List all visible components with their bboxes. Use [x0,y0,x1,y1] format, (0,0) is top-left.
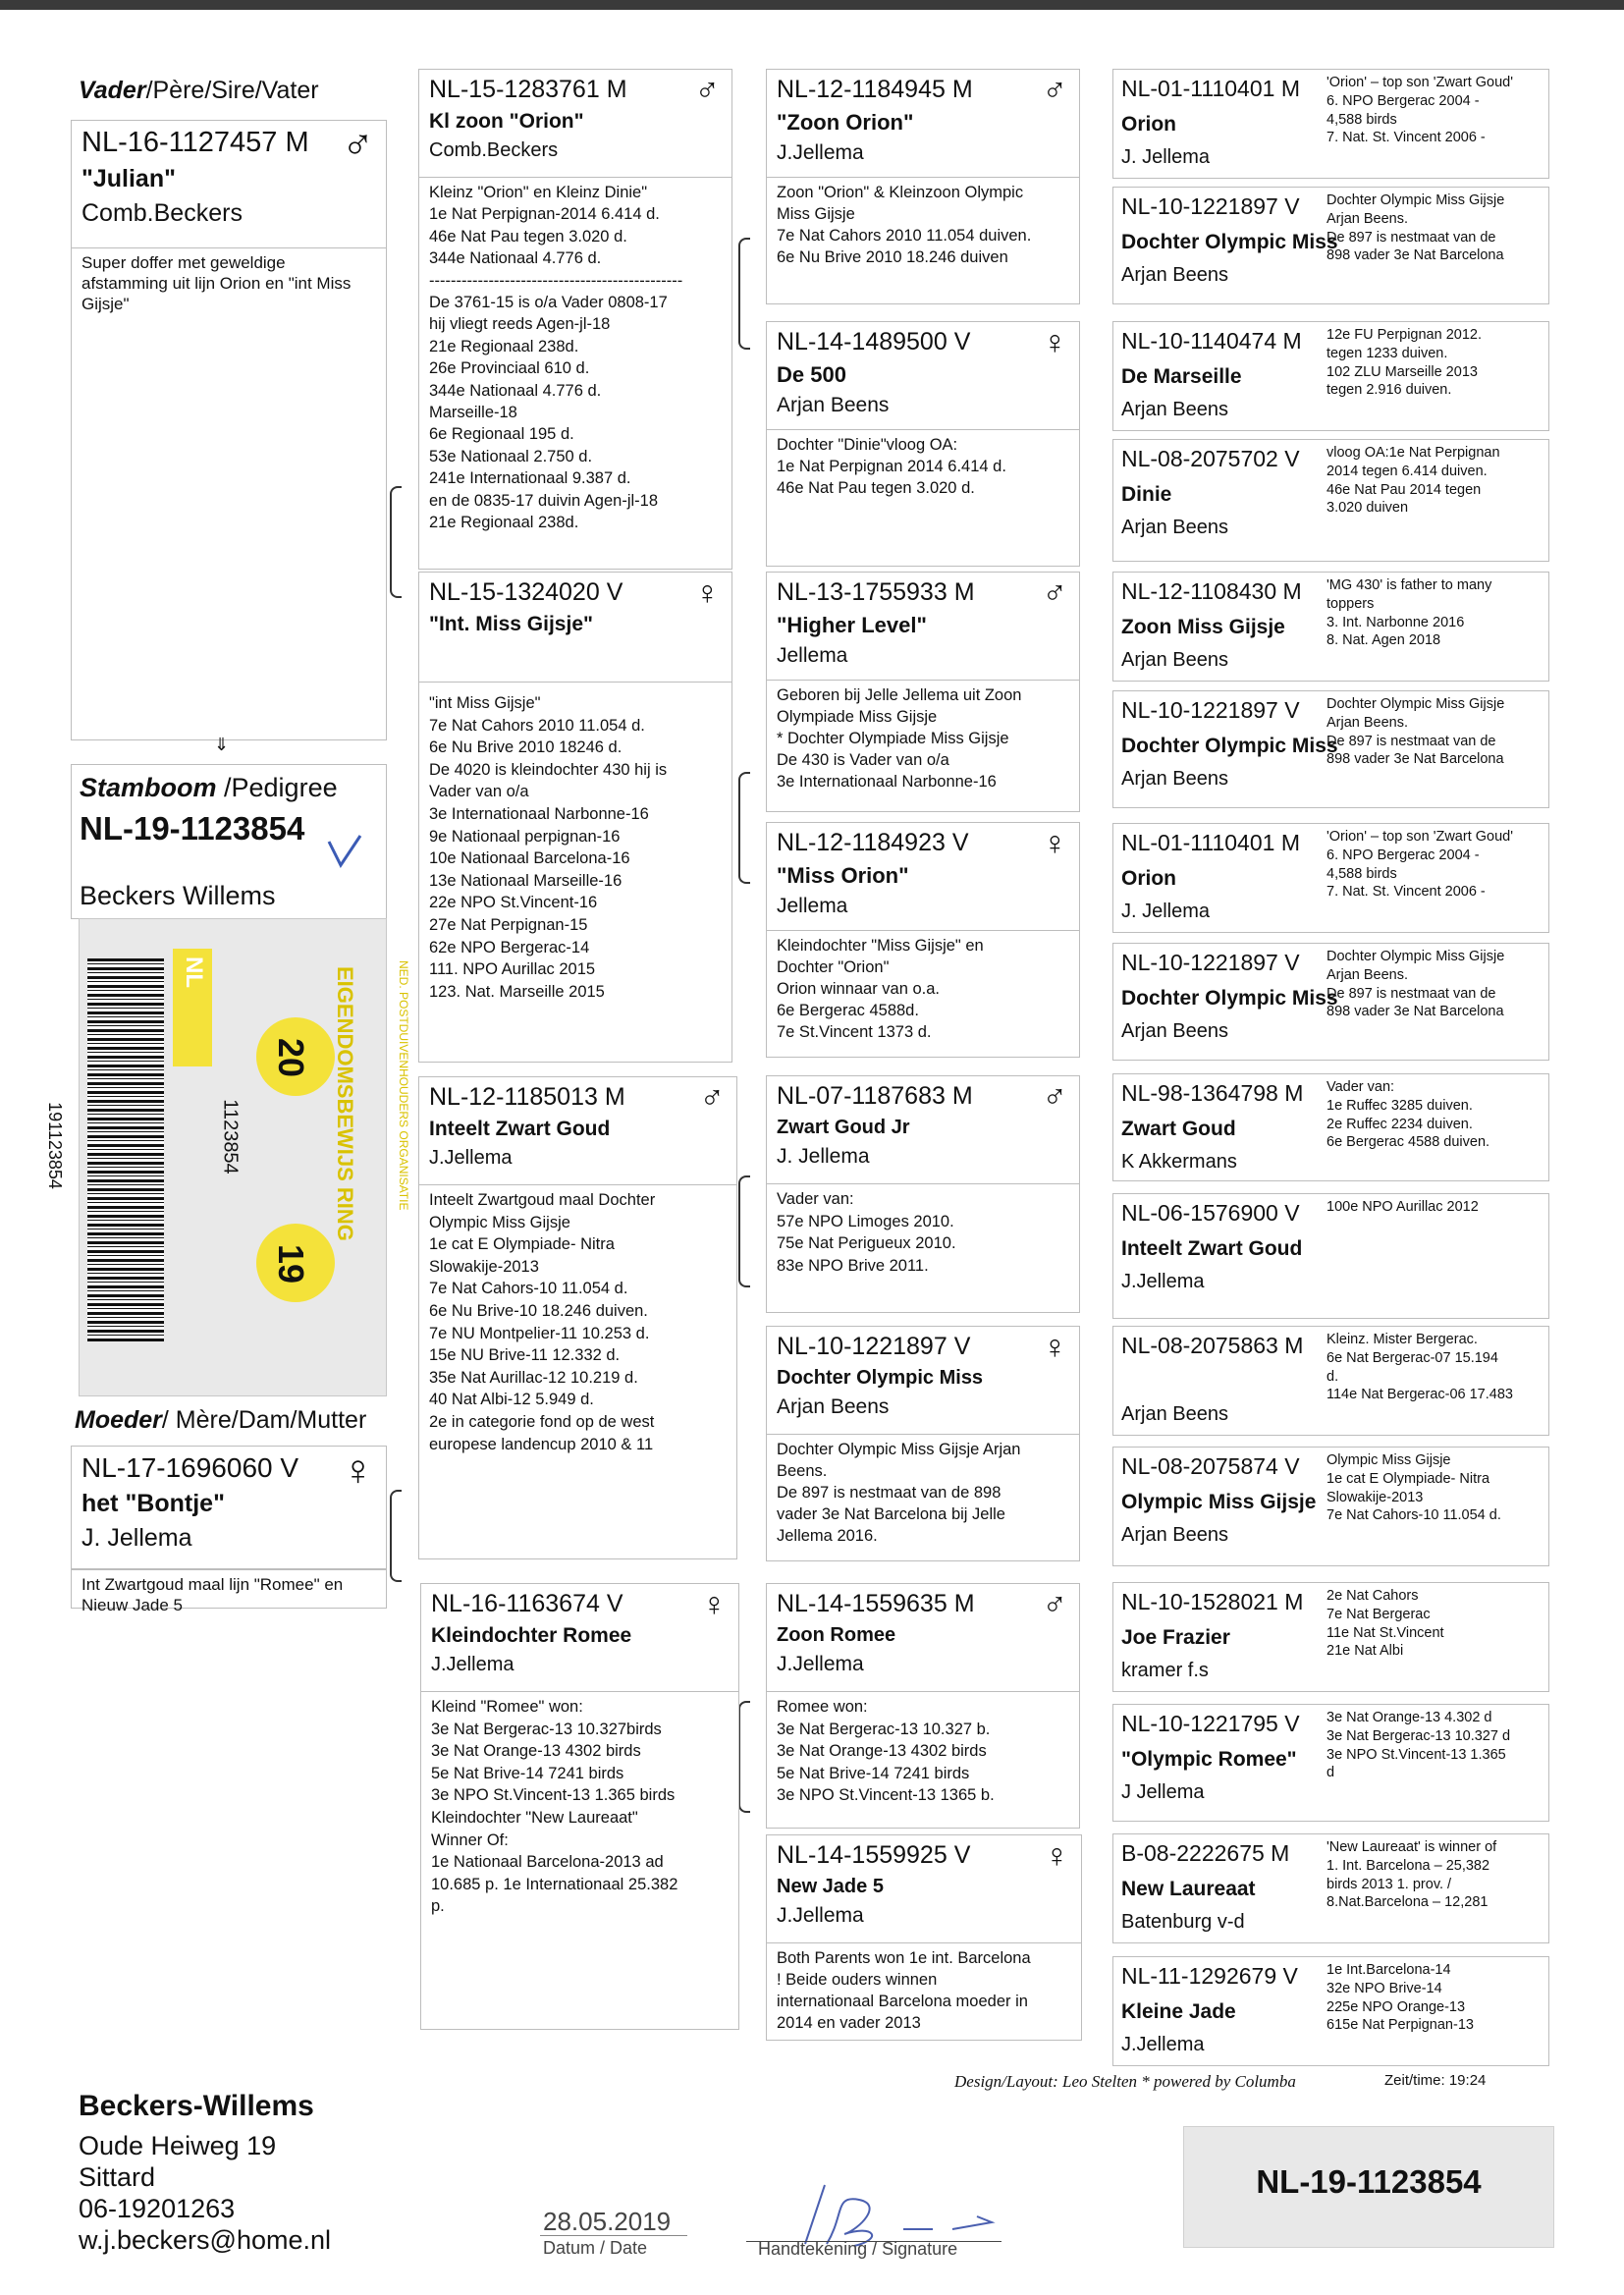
date-line [540,2235,687,2236]
col4-owner: kramer f.s [1121,1660,1209,1681]
col3-box-7: NL-14-1559925 V ♀ New Jade 5 J.Jellema Both Parents won 1e int. Barcelona ! Beide ouders winnen internationaal Barcelona moeder in 2014 en vader 2013 [766,1834,1082,2041]
col4-owner: K Akkermans [1121,1151,1237,1173]
col3-notes: Zoon "Orion" & Kleinzoon Olympic Miss Gijsje 7e Nat Cahors 2010 11.054 duiven. 6e Nu Brive 2010 18.246 duiven [777,184,1032,266]
male-icon: ♂ [1042,574,1067,612]
signature-label: Handtekening / Signature [758,2239,958,2259]
brace [738,1701,750,1813]
col4-notes: 12e FU Perpignan 2012. tegen 1233 duiven. 102 ZLU Marseille 2013 tegen 2.916 duiven. [1326,327,1482,399]
card-year-a: 20 [271,1037,312,1078]
col4-box [1112,1073,1549,1181]
col4-ring: NL-06-1576900 V [1121,1200,1300,1226]
female-icon: ♀ [1044,1837,1069,1875]
check-mark-icon [325,832,364,871]
owner-address: Oude Heiweg 19 [79,2131,277,2160]
col4-ring: NL-08-2075863 M [1121,1333,1304,1358]
col4-box [1112,321,1549,431]
col4-name: New Laureaat [1121,1878,1256,1900]
col4-name: Olympic Miss Gijsje [1121,1491,1317,1513]
col4-owner: Arjan Beens [1121,517,1228,538]
owner-phone: 06-19201263 [79,2194,236,2223]
pedigree-box [71,764,387,919]
brace [390,486,402,598]
col4-notes: Vader van: 1e Ruffec 3285 duiven. 2e Ruffec 2234 duiven. 6e Bergerac 4588 duiven. [1326,1079,1490,1151]
col4-ring: NL-10-1140474 M [1121,328,1302,354]
male-icon: ♂ [342,121,374,169]
col4-notes: 'Orion' – top son 'Zwart Goud' 6. NPO Bergerac 2004 - 4,588 birds 7. Nat. St. Vincent 2006 - [1326,829,1513,901]
col2-ring: NL-12-1185013 M [429,1083,625,1111]
col4-name: Zoon Miss Gijsje [1121,616,1285,638]
col4-owner: Batenburg v-d [1121,1911,1245,1933]
col3-box-4: NL-07-1187683 M ♂ Zwart Goud Jr J. Jellema Vader van: 57e NPO Limoges 2010. 75e Nat Perigueux 2010. 83e NPO Brive 2011. [766,1075,1080,1313]
col4-notes: 3e Nat Orange-13 4.302 d 3e Nat Bergerac-13 10.327 d 3e NPO St.Vincent-13 1.365 d [1326,1710,1511,1781]
dam-notes-box [71,1569,387,1614]
col4-name: De Marseille [1121,365,1242,388]
dam-owner: J. Jellema [81,1524,192,1552]
col4-box [1112,690,1549,808]
col3-box-1: NL-14-1489500 V ♀ De 500 Arjan Beens Dochter "Dinie"vloog OA: 1e Nat Perpignan 2014 6.414 d. 46e Nat Pau tegen 3.020 d. [766,321,1080,567]
col4-notes: Dochter Olympic Miss Gijsje Arjan Beens. De 897 is nestmaat van de 898 vader 3e Nat Barcelona [1326,696,1505,768]
col4-ring: NL-01-1110401 M [1121,76,1300,101]
col2-owner: Comb.Beckers [429,139,559,161]
col4-box [1112,1582,1549,1692]
col4-notes: vloog OA:1e Nat Perpignan 2014 tegen 6.414 duiven. 46e Nat Pau 2014 tegen 3.020 duiven [1326,445,1500,517]
brace [738,238,750,350]
col4-box [1112,1833,1549,1943]
col2-notes: Kleinz "Orion" en Kleinz Dinie" 1e Nat Perpignan-2014 6.414 d. 46e Nat Pau tegen 3.020 d. 344e Nationaal 4.776 d. ----------------------------------------------- De 3761-15 is o/a Vader 0808-17 hij vliegt reeds Agen-jl-18 21e Regionaal 238d. 26e Provinciaal 610 d. 344e Nationaal 4.776 d. Marseille-18 6e Regionaal 195 d. 53e Nationaal 2.750 d. 241e Internationaal 9.387 d. en de 0835-17 duivin Agen-jl-18 21e Regionaal 238d. [429,184,683,532]
col4-notes: 1e Int.Barcelona-14 32e NPO Brive-14 225e NPO Orange-13 615e Nat Perpignan-13 [1326,1962,1474,2034]
sire-box [71,120,387,740]
col4-ring: NL-08-2075874 V [1121,1453,1300,1479]
col4-notes: Olympic Miss Gijsje 1e cat E Olympiade- Nitra Slowakije-2013 7e Nat Cahors-10 11.054 d. [1326,1452,1501,1524]
col2-box-0 [418,69,732,570]
col4-name: Inteelt Zwart Goud [1121,1237,1303,1260]
col4-ring: NL-11-1292679 V [1121,1963,1298,1989]
col3-notes: Dochter Olympic Miss Gijsje Arjan Beens. De 897 is nestmaat van de 898 vader 3e Nat Barcelona bij Jelle Jellema 2016. [777,1441,1021,1545]
col4-ring: NL-12-1108430 M [1121,578,1302,604]
col3-notes: Vader van: 57e NPO Limoges 2010. 75e Nat Perigueux 2010. 83e NPO Brive 2011. [777,1190,956,1275]
col3-box-3: NL-12-1184923 V ♀ "Miss Orion" Jellema Kleindochter "Miss Gijsje" en Dochter "Orion" Orion winnaar van o.a. 6e Bergerac 4588d. 7e St.Vincent 1373 d. [766,822,1080,1058]
col4-name: Dochter Olympic Miss [1121,987,1338,1010]
col4-owner: Arjan Beens [1121,649,1228,671]
col4-owner: J Jellema [1121,1781,1205,1803]
owner-city: Sittard [79,2162,156,2192]
col4-box [1112,69,1549,179]
col2-notes: Inteelt Zwartgoud maal Dochter Olympic Miss Gijsje 1e cat E Olympiade- Nitra Slowakije-2013 7e Nat Cahors-10 11.054 d. 6e Nu Brive-10 18.246 duiven. 7e NU Montpelier-11 10.253 d. 15e NU Brive-11 12.332 d. 35e Nat Aurillac-12 10.219 d. 40 Nat Albi-12 5.949 d. 2e in categorie fond op de west europese landencup 2010 & 11 [429,1191,656,1453]
col4-ring: NL-01-1110401 M [1121,830,1300,855]
ring-number-box [1183,2126,1554,2248]
col4-box [1112,187,1549,304]
design-credit: Design/Layout: Leo Stelten * powered by Columba [954,2072,1296,2091]
col4-notes: 2e Nat Cahors 7e Nat Bergerac 11e Nat St.Vincent 21e Nat Albi [1326,1588,1444,1660]
col4-box [1112,439,1549,562]
female-icon: ♀ [1042,1329,1067,1366]
col4-ring: NL-10-1221897 V [1121,950,1300,975]
ring-number-box-text: NL-19-1123854 [1256,2163,1482,2200]
card-text: EIGENDOMSBEWIJS RING [333,966,357,1241]
card-ring-number: 1123854 [219,1099,242,1175]
col4-name: Orion [1121,867,1176,890]
col4-owner: Arjan Beens [1121,264,1228,286]
col2-notes: Kleind "Romee" won: 3e Nat Bergerac-13 10.327birds 3e Nat Orange-13 4302 birds 5e Nat Brive-14 7241 birds 3e NPO St.Vincent-13 1.365 birds Kleindochter "New Laureaat" Winner Of: 1e Nationaal Barcelona-2013 ad 10.685 p. 1e Internationaal 25.382 p. [431,1698,678,1916]
col2-ring: NL-15-1283761 M [429,76,627,103]
sire-notes: Super doffer met geweldige afstamming uit lijn Orion en "int Miss Gijsje" [81,253,352,313]
brace [390,1490,402,1582]
ring-ownership-card [44,918,410,1396]
col3-box-6: NL-14-1559635 M ♂ Zoon Romee J.Jellema Romee won: 3e Nat Bergerac-13 10.327 b. 3e Nat Orange-13 4302 birds 5e Nat Brive-14 7241 birds 3e NPO St.Vincent-13 1365 b. [766,1583,1080,1829]
col2-owner: J.Jellema [429,1147,513,1169]
sire-header [72,121,386,248]
sire-label-rest: /Père/Sire/Vater [145,77,319,104]
barcode [87,958,164,1341]
male-icon: ♂ [1042,1586,1067,1623]
col4-name: Joe Frazier [1121,1626,1230,1649]
card-country: NL [181,956,207,988]
col4-owner: J. Jellema [1121,146,1211,168]
col4-owner: Arjan Beens [1121,1403,1228,1425]
col3-notes: Romee won: 3e Nat Bergerac-13 10.327 b. 3e Nat Orange-13 4302 birds 5e Nat Brive-14 7241 birds 3e NPO St.Vincent-13 1365 b. [777,1698,995,1804]
dam-ring: NL-17-1696060 V [81,1452,299,1483]
col4-box [1112,1704,1549,1822]
col4-owner: Arjan Beens [1121,768,1228,790]
owner-email: w.j.beckers@home.nl [79,2225,332,2255]
dam-header [72,1447,386,1570]
col4-notes: 100e NPO Aurillac 2012 [1326,1199,1479,1215]
pedigree-ring: NL-19-1123854 [80,810,305,847]
owner-name: Beckers-Willems [79,2090,314,2122]
col2-box-1 [418,572,732,1063]
col4-owner: J. Jellema [1121,901,1211,922]
col2-name: Kleindochter Romee [431,1624,632,1647]
col4-owner: Arjan Beens [1121,1524,1228,1546]
date-value: 28.05.2019 [543,2207,672,2236]
col4-notes: Kleinz. Mister Bergerac. 6e Nat Bergerac-07 15.194 d. 114e Nat Bergerac-06 17.483 [1326,1332,1513,1403]
col3-notes: Dochter "Dinie"vloog OA: 1e Nat Perpignan 2014 6.414 d. 46e Nat Pau tegen 3.020 d. [777,436,1006,497]
col4-ring: NL-10-1528021 M [1121,1589,1304,1614]
col4-name: "Olympic Romee" [1121,1748,1297,1771]
col2-owner: J.Jellema [431,1654,514,1675]
dam-box [71,1446,387,1569]
col3-box-0: NL-12-1184945 M ♂ "Zoon Orion" J.Jellema Zoon "Orion" & Kleinzoon Olympic Miss Gijsje 7e Nat Cahors 2010 11.054 duiven. 6e Nu Brive 2010 18.246 duiven [766,69,1080,304]
dam-notes: Int Zwartgoud maal lijn "Romee" en Nieuw Jade 5 [81,1575,344,1614]
sire-name: "Julian" [81,165,176,192]
col4-owner: Arjan Beens [1121,399,1228,420]
male-icon: ♂ [699,1079,725,1117]
male-icon: ♂ [1042,1078,1067,1116]
pedigree-title: Stamboom /Pedigree [80,773,338,802]
col3-box-2: NL-13-1755933 M ♂ "Higher Level" Jellema Geboren bij Jelle Jellema uit Zoon Olympiade Miss Gijsje * Dochter Olympiade Miss Gijsje De 430 is Vader van o/a 3e Internationaal Narbonne-16 [766,572,1080,812]
col2-name: Inteelt Zwart Goud [429,1118,611,1140]
col2-notes: "int Miss Gijsje" 7e Nat Cahors 2010 11.054 d. 6e Nu Brive 2010 18246 d. De 4020 is kleindochter 430 hij is Vader van o/a 3e Internationaal Narbonne-16 9e Nationaal perpignan-16 10e Nationaal Barcelona-16 13e Nationaal Marseille-16 22e NPO St.Vincent-16 27e Nat Perpignan-15 62e NPO Bergerac-14 111. NPO Aurillac 2015 123. Nat. Marseille 2015 [429,694,668,1001]
sire-owner: Comb.Beckers [81,199,243,227]
col4-box [1112,1326,1549,1436]
col4-ring: NL-98-1364798 M [1121,1080,1304,1106]
col3-notes: Geboren bij Jelle Jellema uit Zoon Olympiade Miss Gijsje * Dochter Olympiade Miss Gijsje De 430 is Vader van o/a 3e Internationaal Narbonne-16 [777,686,1022,791]
col4-notes: 'MG 430' is father to many toppers 3. Int. Narbonne 2016 8. Nat. Agen 2018 [1326,577,1492,649]
col3-box-5: NL-10-1221897 V ♀ Dochter Olympic Miss Arjan Beens Dochter Olympic Miss Gijsje Arjan Beens. De 897 is nestmaat van de 898 vader 3e Nat Barcelona bij Jelle Jellema 2016. [766,1326,1080,1561]
col4-name: Zwart Goud [1121,1118,1236,1140]
brace [738,1175,750,1287]
card-year-b: 19 [271,1243,312,1284]
print-time: Zeit/time: 19:24 [1384,2072,1487,2089]
col4-box [1112,823,1549,933]
male-icon: ♂ [694,72,720,109]
col4-notes: Dochter Olympic Miss Gijsje Arjan Beens. De 897 is nestmaat van de 898 vader 3e Nat Barcelona [1326,949,1505,1020]
female-icon: ♀ [342,1447,374,1495]
dam-name: het "Bontje" [81,1490,225,1517]
col3-notes: Kleindochter "Miss Gijsje" en Dochter "Orion" Orion winnaar van o.a. 6e Bergerac 4588d. 7e St.Vincent 1373 d. [777,937,984,1041]
col4-name: Orion [1121,113,1176,136]
top-border [0,0,1624,10]
female-icon: ♀ [1042,324,1067,361]
col4-box [1112,1956,1549,2066]
col2-box-3 [420,1583,739,2030]
col4-box [1112,1193,1549,1319]
col4-ring: NL-10-1221897 V [1121,193,1300,219]
female-icon: ♀ [694,574,720,612]
col4-box [1112,943,1549,1061]
pedigree-owner: Beckers Willems [80,881,276,910]
col4-notes: 'Orion' – top son 'Zwart Goud' 6. NPO Bergerac 2004 - 4,588 birds 7. Nat. St. Vincent 2006 - [1326,75,1513,146]
col4-name: Dochter Olympic Miss [1121,231,1338,253]
col2-name: "Int. Miss Gijsje" [429,613,593,635]
col3-notes: Both Parents won 1e int. Barcelona ! Beide ouders winnen internationaal Barcelona moeder in 2014 en vader 2013 [777,1949,1031,2032]
col2-name: Kl zoon "Orion" [429,110,584,133]
col4-ring: B-08-2222675 M [1121,1840,1290,1866]
female-icon: ♀ [701,1586,727,1623]
col4-notes: 'New Laureaat' is winner of 1. Int. Barcelona – 25,382 birds 2013 1. prov. / 8.Nat.Barcelona – 12,281 [1326,1839,1497,1911]
col4-owner: J.Jellema [1121,2034,1205,2055]
col2-box-2 [418,1076,737,1559]
barcode-number: 191123854 [44,1102,65,1189]
sire-label-bold: Vader [79,77,146,104]
col4-name: Dochter Olympic Miss [1121,735,1338,757]
col4-box [1112,1447,1549,1566]
col4-box [1112,572,1549,682]
card-org-text: NED. POSTDUIVENHOUDERS ORGANISATIE [397,960,410,1211]
col4-notes: Dochter Olympic Miss Gijsje Arjan Beens. De 897 is nestmaat van de 898 vader 3e Nat Barcelona [1326,192,1505,264]
col4-name: Kleine Jade [1121,2000,1236,2023]
male-icon: ♂ [1042,72,1067,109]
col4-name: Dinie [1121,483,1172,506]
sire-label [79,77,319,105]
col4-owner: Arjan Beens [1121,1020,1228,1042]
col4-ring: NL-08-2075702 V [1121,446,1300,471]
dam-label: Moeder/ Mère/Dam/Mutter [75,1406,367,1434]
col4-ring: NL-10-1221795 V [1121,1711,1300,1736]
col4-owner: J.Jellema [1121,1271,1205,1292]
col4-ring: NL-10-1221897 V [1121,697,1300,723]
col2-ring: NL-16-1163674 V [431,1590,623,1617]
date-label: Datum / Date [543,2238,648,2258]
female-icon: ♀ [1042,825,1067,862]
col2-ring: NL-15-1324020 V [429,578,623,606]
brace [738,772,750,884]
down-arrow-icon: ⇓ [214,735,230,754]
sire-ring: NL-16-1127457 M [81,127,309,158]
